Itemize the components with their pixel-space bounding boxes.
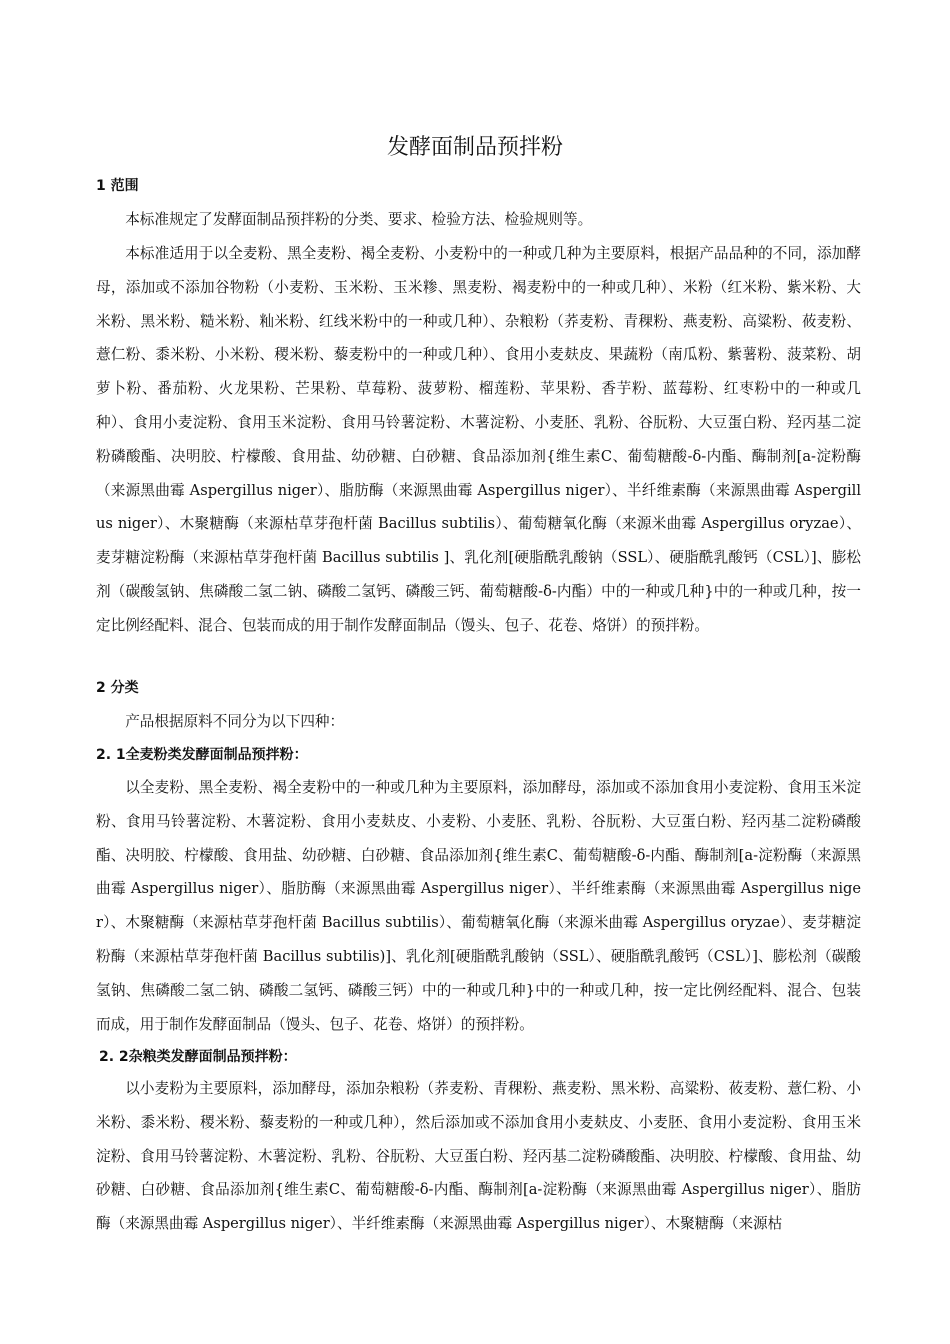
paragraph-whole-wheat: 以全麦粉、黑全麦粉、褐全麦粉中的一种或几种为主要原料，添加酵母，添加或不添加食用小麦淀粉、食用玉米淀粉、食用马铃薯淀粉、木薯淀粉、食用小麦麸皮、小麦粉、小麦胚、乳粉、谷朊粉、大豆蛋白粉、羟丙基二淀粉磷酸酯、决明胶、柠檬酸、食用盐、幼砂糖、白砂糖、食品添加剂{维生素C、葡萄糖酸-δ-内酯、酶制剂[a-淀粉酶（来源黑曲霉 Aspergillus niger）、脂肪酶（来源黑曲霉 Aspergillus niger）、半纤维素酶（来源黑曲霉 Aspergillus niger）、木聚糖酶（来源枯草芽孢杆菌 Bacillus subtilis）、葡萄糖氧化酶（来源米曲霉 Aspergillus oryzae）、麦芽糖淀粉酶（来源枯草芽孢杆菌 Bacillus subtilis)]、乳化剂[硬脂酰乳酸钠（SSL）、硬脂酰乳酸钙（CSL）]、膨松剂（碳酸氢钠、焦磷酸二氢二钠、磷酸二氢钙、磷酸三钙）中的一种或几种}中的一种或几种，按一定比例经配料、混合、包装而成，用于制作发酵面制品（馒头、包子、花卷、烙饼）的预拌粉。 [96, 779, 861, 1033]
paragraph-classification-intro: 产品根据原料不同分为以下四种： [125, 713, 345, 730]
subsection-heading-whole-wheat: 2. 1全麦粉类发酵面制品预拌粉： [96, 747, 308, 763]
section-heading-scope: 1 范围 [96, 178, 139, 194]
paragraph-scope-definition: 本标准规定了发酵面制品预拌粉的分类、要求、检验方法、检验规则等。 [125, 211, 593, 228]
document-title: 发酵面制品预拌粉 [386, 135, 563, 160]
paragraph-multigrain: 以小麦粉为主要原料，添加酵母，添加杂粮粉（荞麦粉、青稞粉、燕麦粉、黑米粉、高粱粉、莜麦粉、薏仁粉、小米粉、黍米粉、稷米粉、藜麦粉的一种或几种），然后添加或不添加食用小麦麸皮、小麦胚、食用小麦淀粉、食用玉米淀粉、食用马铃薯淀粉、木薯淀粉、乳粉、谷朊粉、大豆蛋白粉、羟丙基二淀粉磷酸酯、决明胶、柠檬酸、食用盐、幼砂糖、白砂糖、食品添加剂{维生素C、葡萄糖酸-δ-内酯、酶制剂[a-淀粉酶（来源黑曲霉 Aspergillus niger）、脂肪酶（来源黑曲霉 Aspergillus niger）、半纤维素酶（来源黑曲霉 Aspergillus niger）、木聚糖酶（来源枯 [96, 1080, 861, 1233]
paragraph-scope-application: 本标准适用于以全麦粉、黑全麦粉、褐全麦粉、小麦粉中的一种或几种为主要原料，根据产品品种的不同，添加酵母，添加或不添加谷物粉（小麦粉、玉米粉、玉米糁、黑麦粉、褐麦粉中的一种或几种）、米粉（红米粉、紫米粉、大米粉、黑米粉、糙米粉、籼米粉、红线米粉中的一种或几种）、杂粮粉（荞麦粉、青稞粉、燕麦粉、高粱粉、莜麦粉、薏仁粉、黍米粉、小米粉、稷米粉、藜麦粉中的一种或几种）、食用小麦麸皮、果蔬粉（南瓜粉、紫薯粉、菠菜粉、胡萝卜粉、番茄粉、火龙果粉、芒果粉、草莓粉、菠萝粉、榴莲粉、苹果粉、香芋粉、蓝莓粉、红枣粉中的一种或几种）、食用小麦淀粉、食用玉米淀粉、食用马铃薯淀粉、木薯淀粉、小麦胚、乳粉、谷朊粉、大豆蛋白粉、羟丙基二淀粉磷酸酯、决明胶、柠檬酸、食用盐、幼砂糖、白砂糖、食品添加剂{维生素C、葡萄糖酸-δ-内酯、酶制剂[a-淀粉酶（来源黑曲霉 Aspergillus niger）、脂肪酶（来源黑曲霉 Aspergillus niger）、半纤维素酶（来源黑曲霉 Aspergillus niger）、木聚糖酶（来源枯草芽孢杆菌 Bacillus subtilis）、葡萄糖氧化酶（来源米曲霉 Aspergillus oryzae）、麦芽糖淀粉酶（来源枯草芽孢杆菌 Bacillus subtilis ]、乳化剂[硬脂酰乳酸钠（SSL）、硬脂酰乳酸钙（CSL）]、膨松剂（碳酸氢钠、焦磷酸二氢二钠、磷酸二氢钙、磷酸三钙、葡萄糖酸-δ-内酯）中的一种或几种}中的一种或几种，按一定比例经配料、混合、包装而成的用于制作发酵面制品（馒头、包子、花卷、烙饼）的预拌粉。 [96, 245, 861, 634]
section-heading-classification: 2 分类 [96, 680, 139, 696]
subsection-heading-multigrain: 2. 2杂粮类发酵面制品预拌粉： [99, 1049, 297, 1065]
